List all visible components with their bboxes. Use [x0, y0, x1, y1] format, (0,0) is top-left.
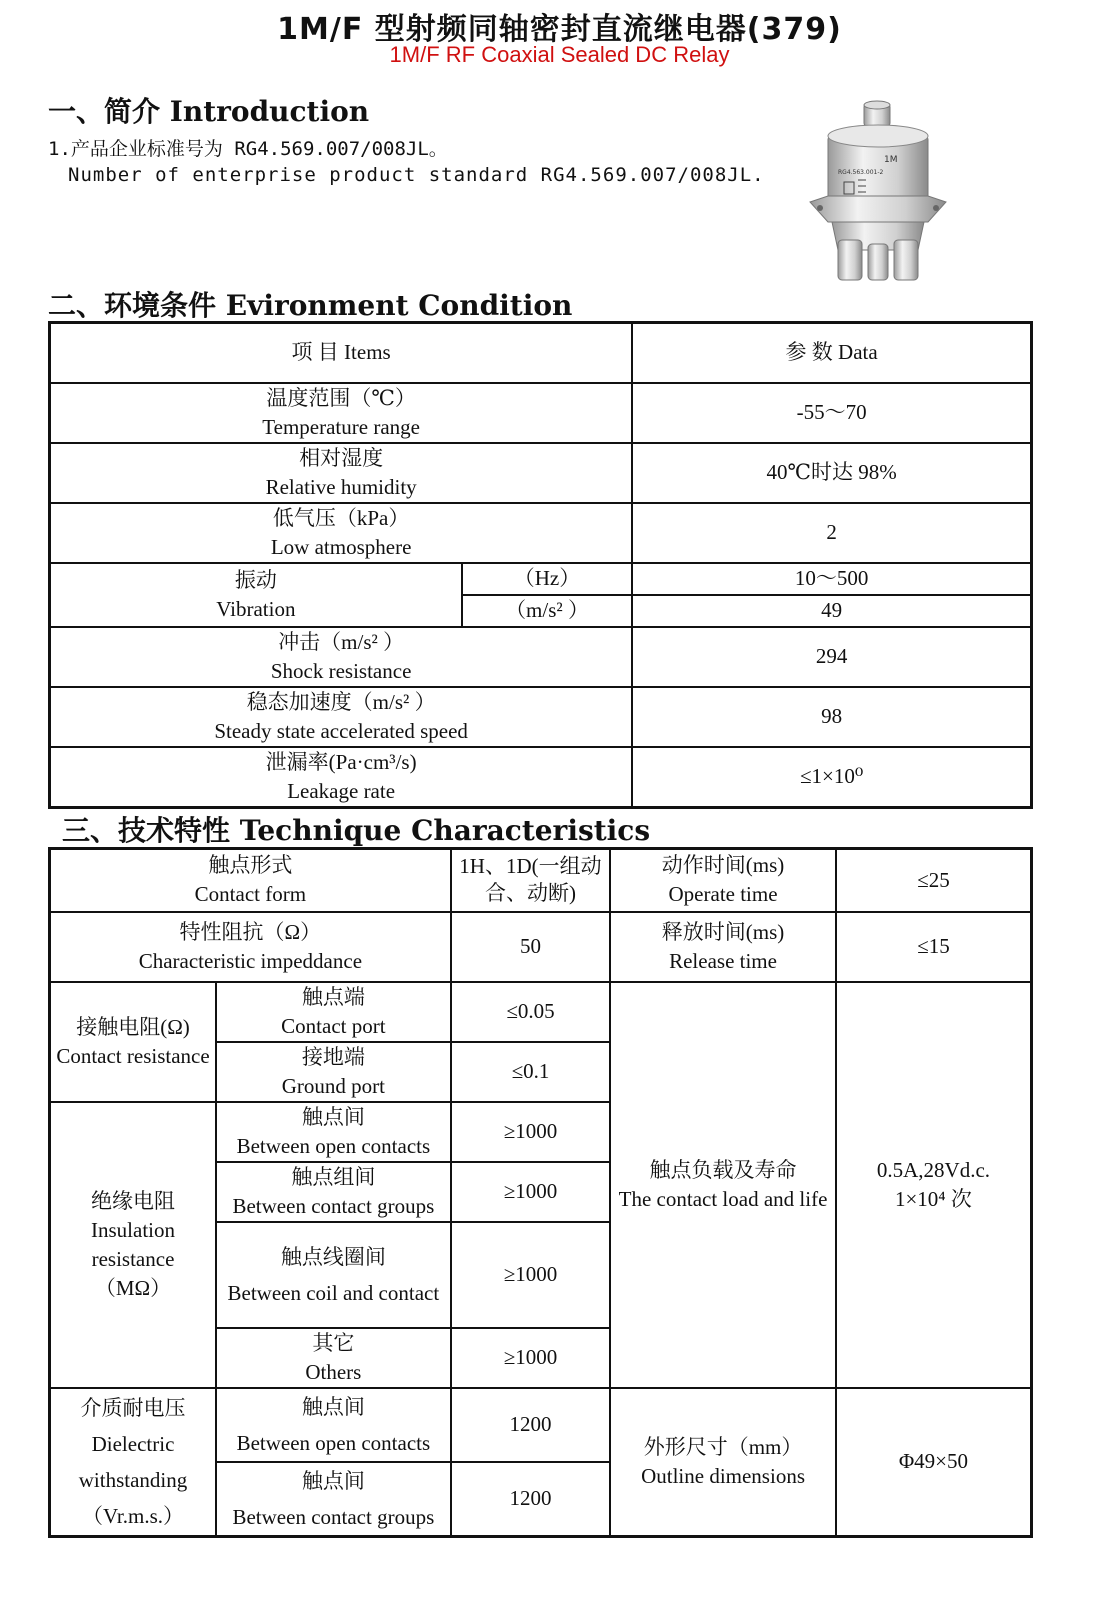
env-row-value: ≤1×10⁰ — [632, 747, 1031, 808]
technique-table — [48, 847, 1033, 1538]
env-row-label: 低气压（kPa） Low atmosphere — [50, 503, 633, 563]
insulation-label: 绝缘电阻 Insulation resistance （MΩ） — [50, 1102, 217, 1388]
env-col-items: 项 目 Items — [50, 323, 633, 383]
contact-port-value: ≤0.05 — [451, 982, 610, 1042]
environment-table — [48, 321, 1033, 809]
contact-form-value: 1H、1D(一组动合、动断) — [451, 849, 610, 912]
dielectric-row-value: 1200 — [451, 1462, 610, 1537]
relay-product-photo-icon — [808, 100, 948, 290]
ground-port-label: 接地端 Ground port — [216, 1042, 451, 1102]
intro-heading: 一、简介 Introduction — [48, 95, 370, 128]
document-subtitle: 1M/F RF Coaxial Sealed DC Relay — [389, 42, 730, 67]
impedance-label: 特性阻抗（Ω） Characteristic impeddance — [50, 912, 451, 982]
dielectric-label: 介质耐电压 Dielectric withstanding （Vr.m.s.） — [50, 1388, 217, 1537]
contact-port-label: 触点端 Contact port — [216, 982, 451, 1042]
document-title: 1M/F 型射频同轴密封直流继电器(379) — [277, 12, 842, 47]
env-row-value: 98 — [632, 687, 1031, 747]
env-row-label: 泄漏率(Pa·cm³/s) Leakage rate — [50, 747, 633, 808]
contact-form-label: 触点形式 Contact form — [50, 849, 451, 912]
insulation-row-label: 其它 Others — [216, 1328, 451, 1388]
env-row-label: 相对湿度 Relative humidity — [50, 443, 633, 503]
impedance-value: 50 — [451, 912, 610, 982]
load-life-value: 0.5A,28Vd.c. 1×10⁴ 次 — [836, 982, 1032, 1388]
insulation-row-value: ≥1000 — [451, 1222, 610, 1328]
env-row-value: 40℃时达 98% — [632, 443, 1031, 503]
dielectric-row-value: 1200 — [451, 1388, 610, 1462]
relay-label-top: 1M — [884, 155, 898, 165]
ground-port-value: ≤0.1 — [451, 1042, 610, 1102]
vibration-unit-accel: （m/s² ） — [462, 595, 633, 627]
tech-heading: 三、技术特性 Technique Characteristics — [62, 814, 651, 847]
release-time-value: ≤15 — [836, 912, 1032, 982]
vibration-label: 振动 Vibration — [50, 563, 462, 627]
operate-time-value: ≤25 — [836, 849, 1032, 912]
insulation-row-label: 触点组间 Between contact groups — [216, 1162, 451, 1222]
release-time-label: 释放时间(ms) Release time — [610, 912, 836, 982]
env-col-data: 参 数 Data — [632, 323, 1031, 383]
env-heading: 二、环境条件 Evironment Condition — [48, 289, 573, 322]
insulation-row-label: 触点线圈间 Between coil and contact — [216, 1222, 451, 1328]
vibration-value-hz: 10～500 — [632, 563, 1031, 595]
intro-line-en: Number of enterprise product standard RG4.569.007/008JL. — [68, 164, 765, 186]
env-row-label: 冲击（m/s² ） Shock resistance — [50, 627, 633, 687]
insulation-row-value: ≥1000 — [451, 1162, 610, 1222]
intro-line-cn: 1.产品企业标准号为 RG4.569.007/008JL。 — [48, 138, 448, 160]
env-row-value: 2 — [632, 503, 1031, 563]
vibration-value-accel: 49 — [632, 595, 1031, 627]
operate-time-label: 动作时间(ms) Operate time — [610, 849, 836, 912]
load-life-label: 触点负载及寿命 The contact load and life — [610, 982, 836, 1388]
vibration-unit-hz: （Hz） — [462, 563, 633, 595]
insulation-row-value: ≥1000 — [451, 1102, 610, 1162]
relay-label-code: RG4.563.001-2 — [838, 169, 884, 176]
outline-label: 外形尺寸（mm） Outline dimensions — [610, 1388, 836, 1537]
env-row-value: 294 — [632, 627, 1031, 687]
env-row-label: 稳态加速度（m/s² ） Steady state accelerated speed — [50, 687, 633, 747]
outline-value: Φ49×50 — [836, 1388, 1032, 1537]
env-row-value: -55～70 — [632, 383, 1031, 443]
env-row-label: 温度范围（℃） Temperature range — [50, 383, 633, 443]
contact-resistance-label: 接触电阻(Ω) Contact resistance — [50, 982, 217, 1102]
insulation-row-value: ≥1000 — [451, 1328, 610, 1388]
dielectric-row-label: 触点间 Between open contacts — [216, 1388, 451, 1462]
dielectric-row-label: 触点间 Between contact groups — [216, 1462, 451, 1537]
insulation-row-label: 触点间 Between open contacts — [216, 1102, 451, 1162]
